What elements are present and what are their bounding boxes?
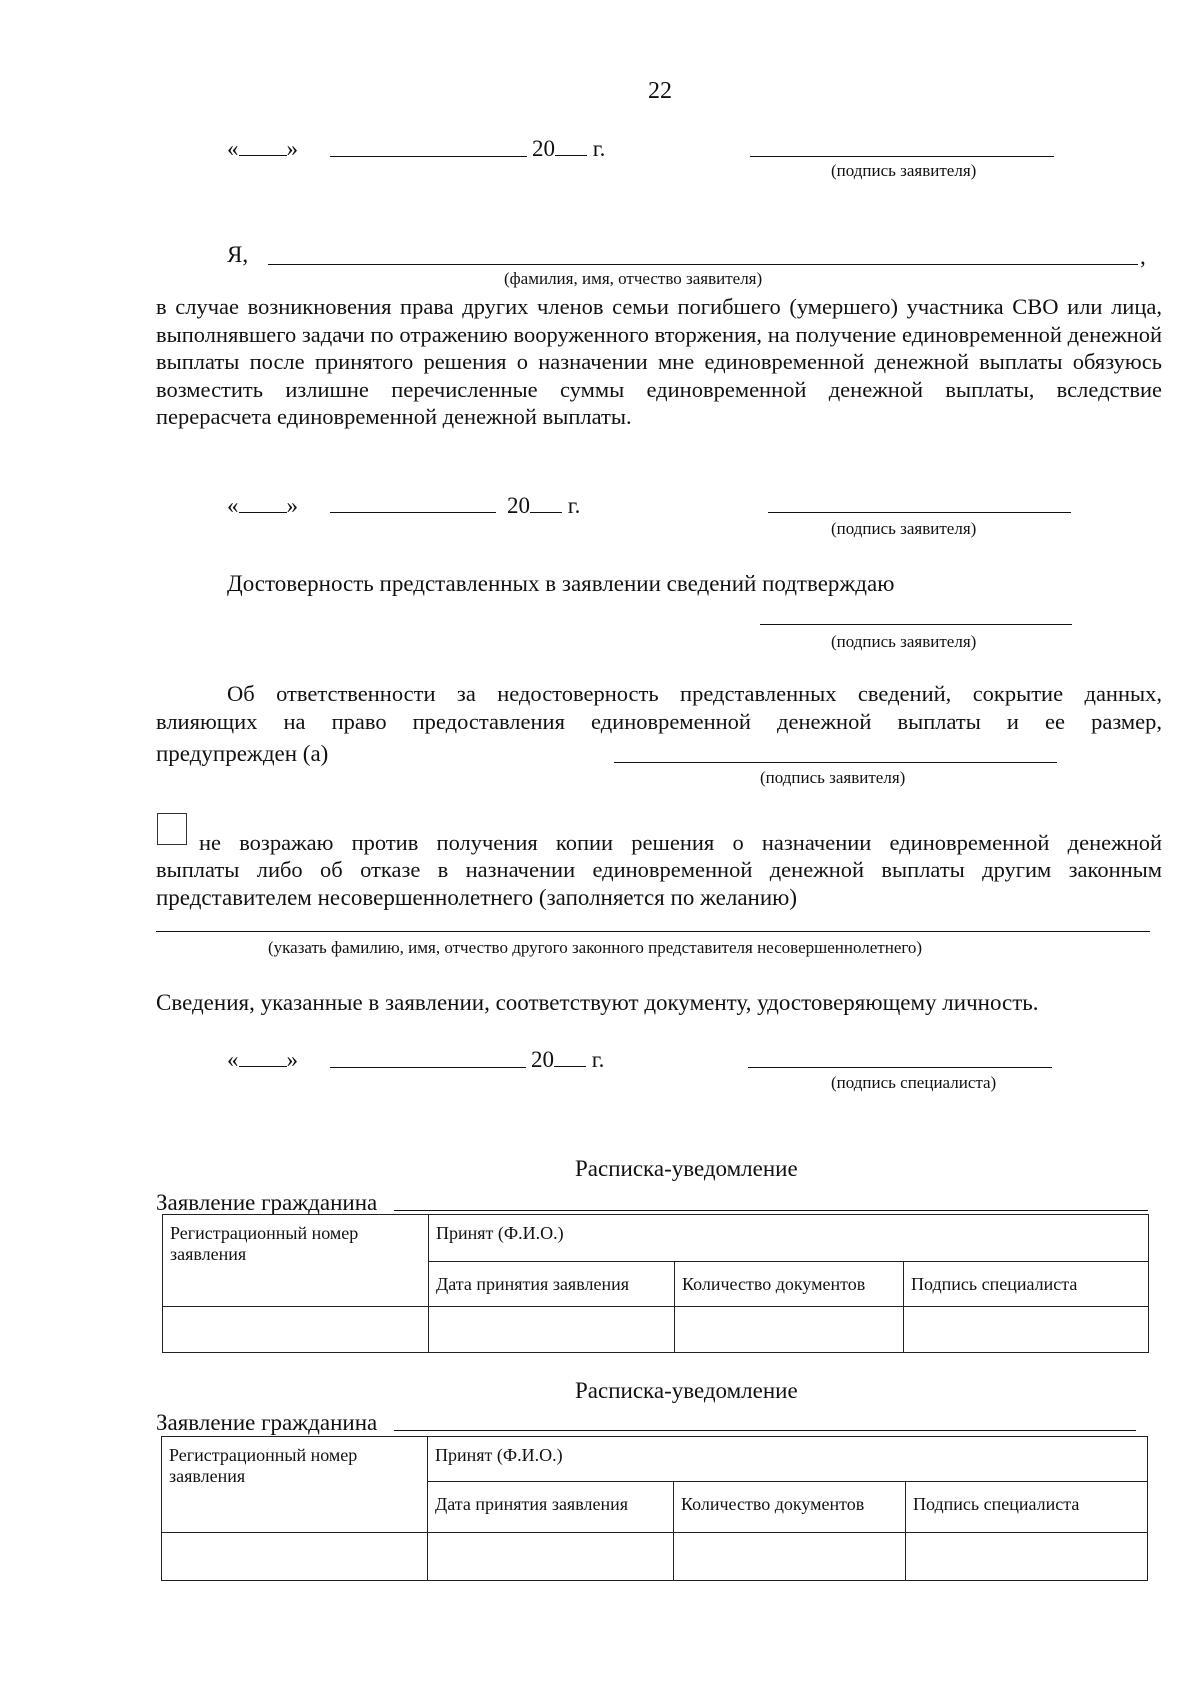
signature-value-cell[interactable]	[906, 1533, 1148, 1581]
date-block-2: « »	[227, 493, 298, 518]
receipt-applicant-label-2: Заявление гражданина	[156, 1410, 378, 1435]
specialist-signature-line[interactable]	[748, 1067, 1052, 1068]
consent-line-2: выплаты либо об отказе в назначении единовременной денежной выплаты другим законным	[156, 857, 1162, 882]
date-value-cell[interactable]	[428, 1533, 674, 1581]
receipt-table-1	[162, 1214, 1149, 1353]
applicant-signature-line-4[interactable]	[614, 762, 1057, 763]
count-header-cell: Количество документов	[674, 1482, 906, 1533]
reg-number-header-cell: Регистрационный номер заявления	[162, 1437, 428, 1533]
representative-fio-line[interactable]	[156, 931, 1150, 932]
date-header-cell: Дата принятия заявления	[428, 1482, 674, 1533]
reg-number-value-cell[interactable]	[162, 1533, 428, 1581]
signature-value-cell[interactable]	[904, 1307, 1149, 1353]
date-close-quote: »	[286, 136, 298, 161]
date-month-line[interactable]	[330, 156, 527, 157]
applicant-signature-line-1[interactable]	[750, 156, 1054, 157]
confirm-text: Достоверность представленных в заявлении сведений подтверждаю	[227, 571, 895, 596]
receipt-applicant-label-1: Заявление гражданина	[156, 1190, 378, 1215]
responsibility-line-1: Об ответственности за недостоверность представленных сведений, сокрытие данных,	[227, 681, 1162, 706]
applicant-signature-caption-2: (подпись заявителя)	[831, 519, 977, 538]
date-year-1: 20 г.	[532, 136, 606, 161]
date-block-3: « »	[227, 1047, 298, 1072]
applicant-signature-caption-1: (подпись заявителя)	[831, 161, 977, 180]
date-month-line-2[interactable]	[330, 512, 496, 513]
receipt-title-2: Расписка-уведомление	[575, 1378, 798, 1403]
applicant-signature-caption-4: (подпись заявителя)	[760, 768, 906, 787]
representative-fio-caption: (указать фамилию, имя, отчество другого законного представителя несовершеннолетнего)	[268, 938, 923, 957]
responsibility-line-3: предупрежден (а)	[156, 741, 329, 766]
trailing-comma: ,	[1140, 244, 1146, 269]
date-year-3: 20 г.	[531, 1047, 605, 1072]
consent-line-1: не возражаю против получения копии решения о назначении единовременной денежной	[199, 830, 1162, 855]
date-year-2: 20 г.	[507, 493, 581, 518]
applicant-signature-caption-3: (подпись заявителя)	[831, 632, 977, 651]
consent-line-3: представителем несовершеннолетнего (заполняется по желанию)	[156, 885, 798, 910]
applicant-signature-line-3[interactable]	[760, 624, 1072, 625]
count-header-cell: Количество документов	[675, 1262, 904, 1307]
accepted-header-cell: Принят (Ф.И.О.)	[429, 1215, 1149, 1262]
obligation-paragraph: в случае возникновения права других членов семьи погибшего (умершего) участника СВО или лица, выполнявшего задачи по отражению вооруженного вторжения, на получение единовременной денежной выплаты после принятого решения о назначении мне единовременной денежной выплаты обязуюсь возместить излишне перечисленные суммы единовременной денежной выплаты, вследствие перерасчета единовременной денежной выплаты.	[156, 294, 1162, 429]
signature-header-cell: Подпись специалиста	[904, 1262, 1149, 1307]
page-number: 22	[648, 78, 672, 104]
applicant-signature-line-2[interactable]	[768, 512, 1071, 513]
ya-label: Я,	[227, 242, 249, 267]
date-open-quote: «	[227, 136, 239, 161]
applicant-fio-line[interactable]	[268, 264, 1138, 265]
receipt-applicant-line-2[interactable]	[394, 1430, 1136, 1431]
date-header-cell: Дата принятия заявления	[429, 1262, 675, 1307]
identity-text: Сведения, указанные в заявлении, соответствуют документу, удостоверяющему личность.	[156, 990, 1039, 1015]
consent-checkbox[interactable]	[157, 813, 187, 845]
reg-number-value-cell[interactable]	[163, 1307, 429, 1353]
reg-number-header-cell: Регистрационный номер заявления	[163, 1215, 429, 1307]
date-value-cell[interactable]	[429, 1307, 675, 1353]
count-value-cell[interactable]	[675, 1307, 904, 1353]
applicant-fio-caption: (фамилия, имя, отчество заявителя)	[504, 269, 763, 288]
signature-header-cell: Подпись специалиста	[906, 1482, 1148, 1533]
specialist-signature-caption: (подпись специалиста)	[831, 1073, 997, 1092]
receipt-table-2	[161, 1436, 1148, 1581]
accepted-header-cell: Принят (Ф.И.О.)	[428, 1437, 1148, 1482]
date-block-1	[227, 136, 298, 162]
count-value-cell[interactable]	[674, 1533, 906, 1581]
receipt-applicant-line-1[interactable]	[394, 1210, 1148, 1211]
date-month-line-3[interactable]	[330, 1067, 526, 1068]
receipt-title-1: Расписка-уведомление	[575, 1156, 798, 1181]
responsibility-line-2: влияющих на право предоставления единовременной денежной выплаты и ее размер,	[156, 709, 1162, 734]
